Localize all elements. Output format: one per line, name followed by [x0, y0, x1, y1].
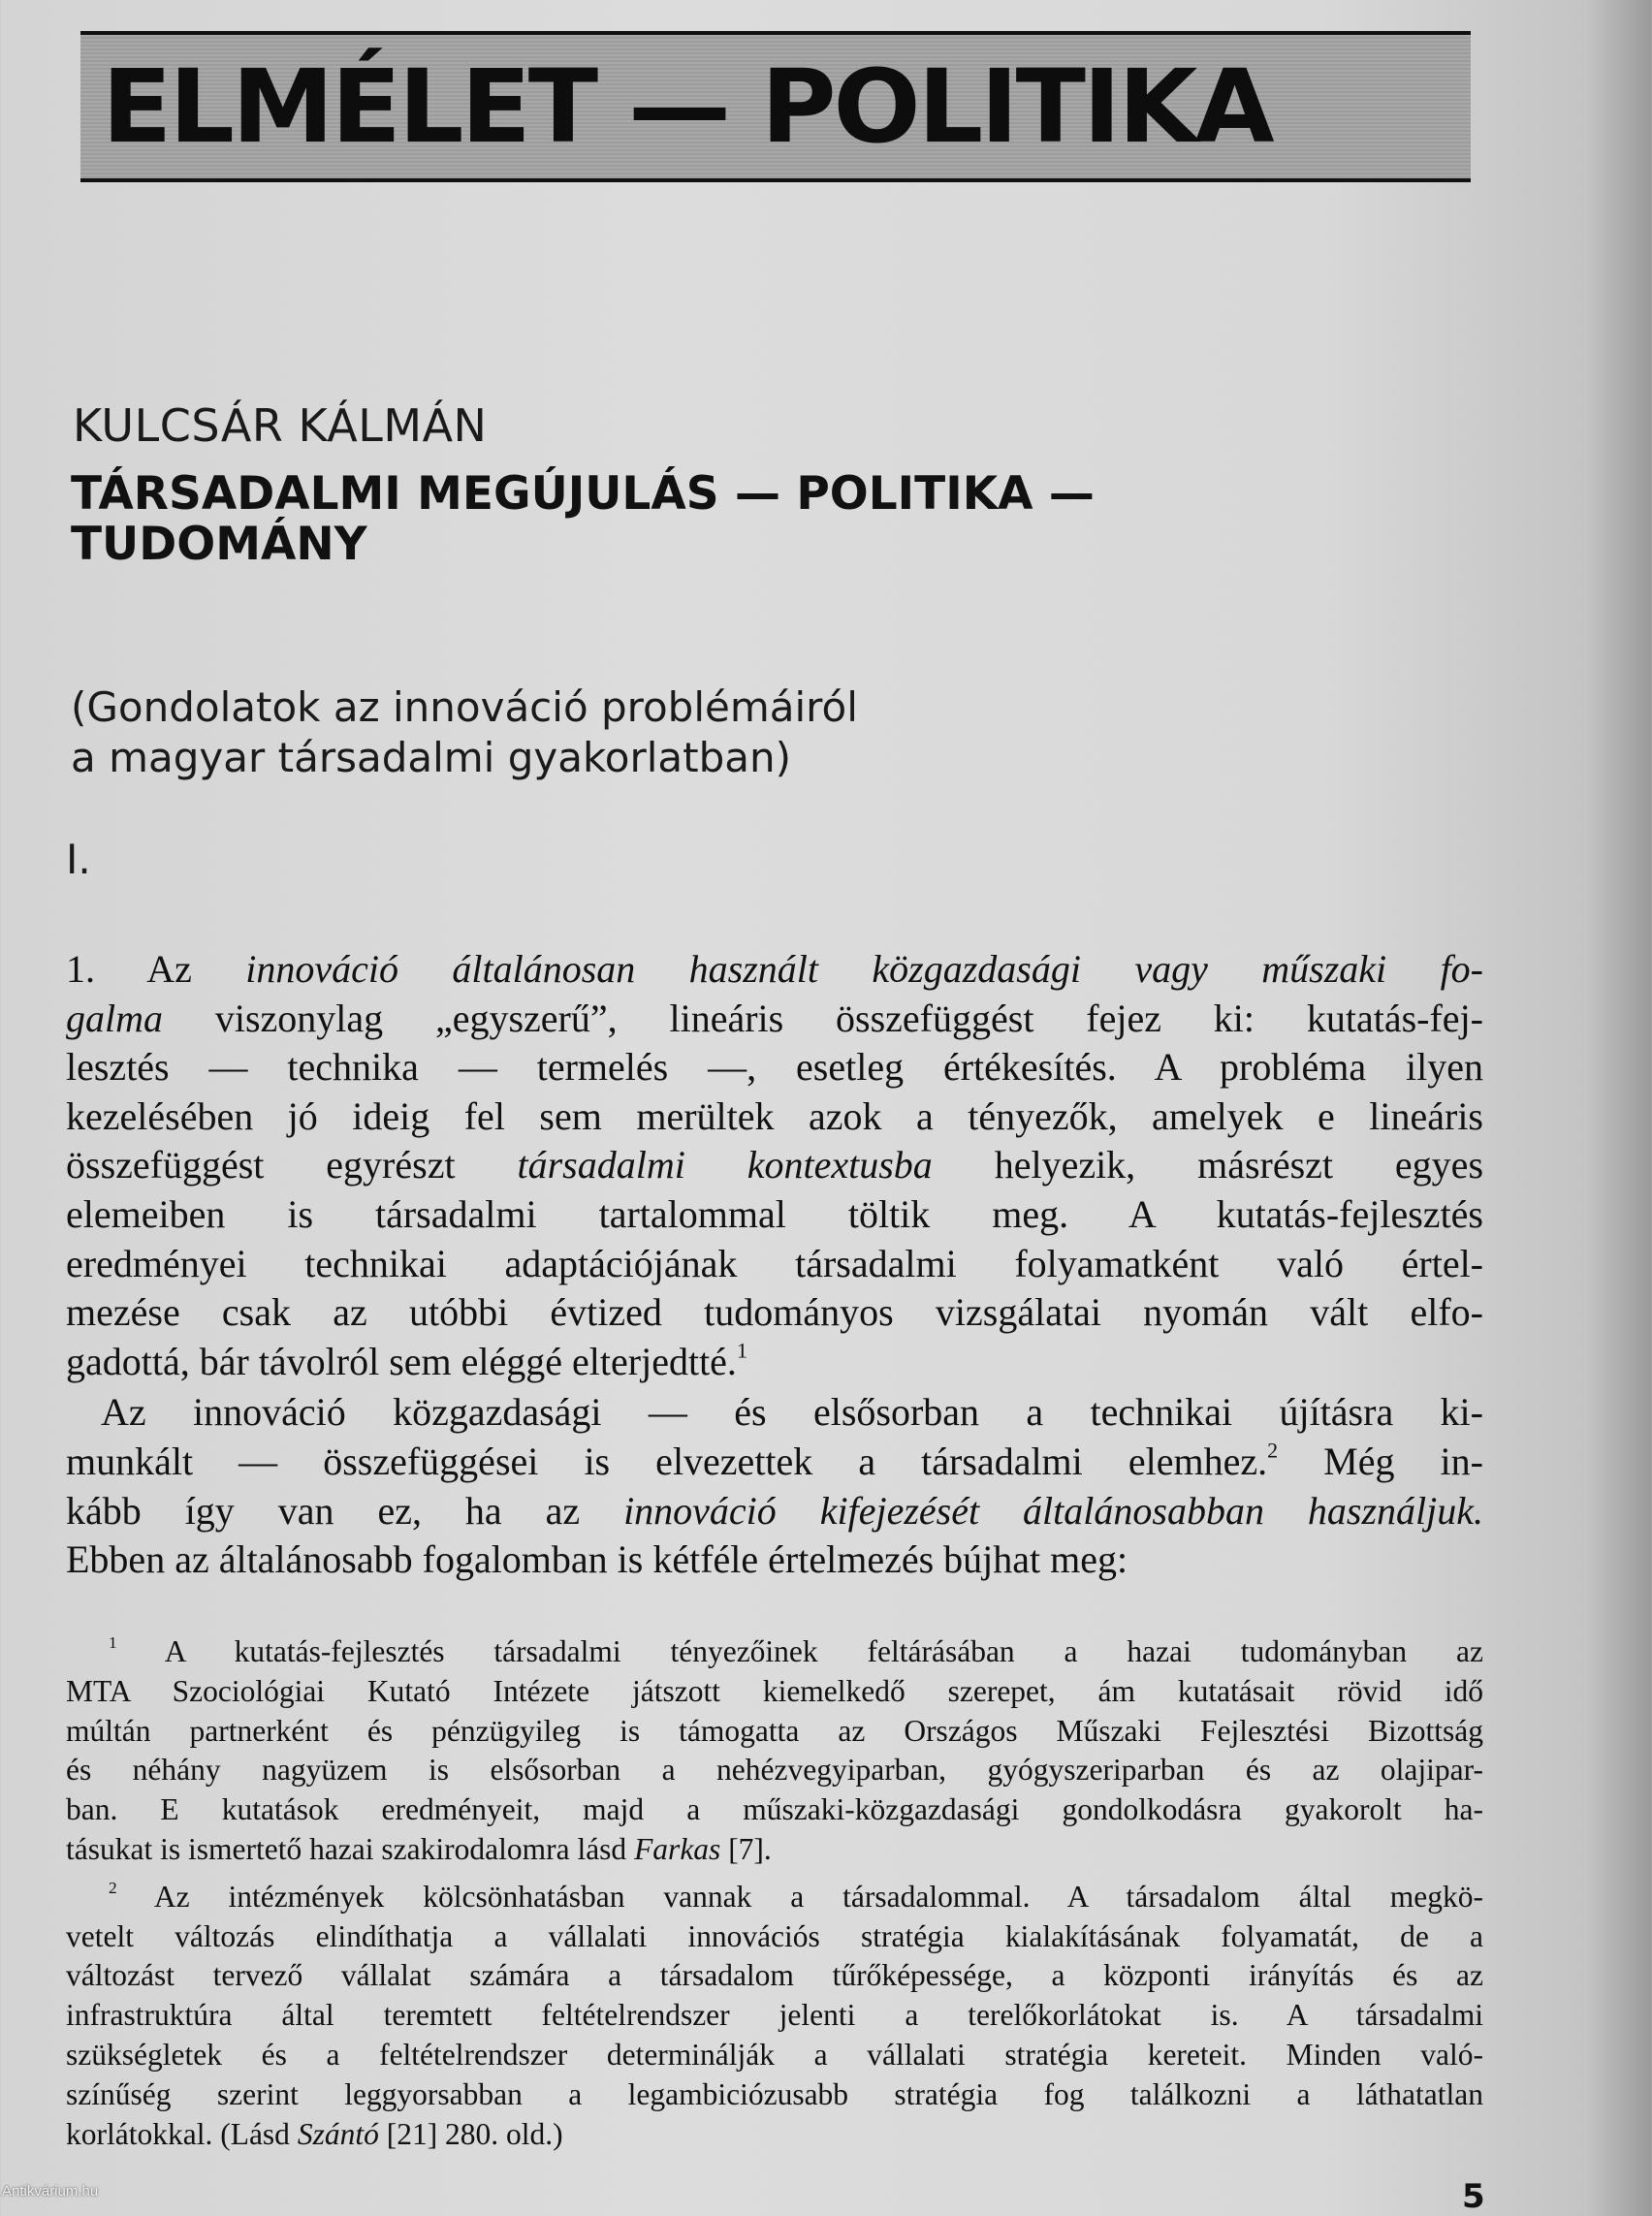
text-run: 1. Az	[66, 947, 246, 991]
text-run: és néhány nagyüzem is elsősorban a nehézvegyiparban, gyógyszeriparban és az olajipar-	[66, 1753, 1483, 1788]
text-line	[66, 1712, 1483, 1752]
text-run: színűség szerint leggyorsabban a legambiciózusabb stratégia fog találkozni a láthatatlan	[66, 2076, 1483, 2111]
text-run: viszonylag „egyszerű”, lineáris összefüggést fejez ki: kutatás-fej-	[163, 996, 1483, 1040]
text-line	[66, 1092, 1483, 1142]
text-line	[66, 1388, 1483, 1438]
text-line	[66, 2036, 1483, 2075]
emphasis-text: társadalmi kontextusba	[517, 1143, 933, 1187]
text-line	[66, 1878, 1483, 1917]
section-banner	[80, 31, 1471, 182]
text-line	[66, 1830, 1483, 1870]
footnotes	[66, 1632, 1483, 2154]
page-number: 5	[1462, 2177, 1485, 2216]
text-run: vetelt változás elindíthatja a vállalati innovációs stratégia kialakításának folyamatát, de a	[66, 1918, 1483, 1953]
emphasis-text: innováció kifejezését általánosabban használjuk.	[623, 1488, 1484, 1533]
text-run: ban. E kutatások eredményeit, majd a műszaki-közgazdasági gondolkodásra gyakorolt ha-	[66, 1792, 1483, 1827]
text-run: MTA Szociológiai Kutató Intézete játszott kiemelkedő szerepet, ám kutatásait rövid idő	[66, 1673, 1483, 1708]
emphasis-text: Farkas	[634, 1831, 721, 1866]
article-author: KULCSÁR KÁLMÁN	[73, 399, 488, 452]
text-run: kább így van ez, ha az	[66, 1488, 624, 1533]
text-run: múltán partnerként és pénzügyileg is támogatta az Országos Műszaki Fejlesztési Bizottság	[66, 1713, 1483, 1748]
text-run: Ebben az általánosabb fogalomban is kétféle értelmezés bújhat meg:	[66, 1537, 1128, 1582]
text-run: kezelésében jó ideig fel sem merültek azok a tényezők, amelyek e lineáris	[66, 1093, 1483, 1138]
text-line	[66, 1956, 1483, 1996]
text-line	[66, 1917, 1483, 1957]
text-line	[66, 1288, 1483, 1338]
emphasis-text: innováció általánosan használt közgazdasági vagy műszaki fo-	[245, 947, 1483, 991]
footnote-marker: 1	[109, 1633, 117, 1653]
body-paragraph	[66, 945, 1483, 1386]
text-run: infrastruktúra által teremtett feltételrendszer jelenti a terelőkorlátokat is. A társadalmi	[66, 1998, 1483, 2033]
text-line	[66, 1141, 1483, 1190]
article-title-line: TUDOMÁNY	[71, 518, 367, 571]
text-run: elemeiben is társadalmi tartalommal töltik meg. A kutatás-fejlesztés	[66, 1191, 1483, 1236]
text-run: eredményei technikai adaptációjának társadalmi folyamatként való értel-	[66, 1241, 1483, 1285]
text-line	[66, 945, 1483, 995]
article-subtitle	[71, 682, 858, 783]
body-text	[66, 945, 1483, 1585]
text-run: összefüggést egyrészt	[66, 1143, 518, 1187]
footnote-marker: 2	[1267, 1438, 1279, 1463]
watermark: Antikvárium.hu	[2, 2183, 99, 2200]
text-run: tásukat is ismertető hazai szakirodalomra lásd	[66, 1831, 635, 1866]
emphasis-text: galma	[66, 996, 163, 1040]
text-line	[66, 1632, 1483, 1672]
text-line	[66, 1535, 1483, 1585]
text-line	[66, 1996, 1483, 2036]
text-run: Az intézmények kölcsönhatásban vannak a társadalommal. A társadalom által megkö-	[116, 1879, 1483, 1914]
emphasis-text: Szántó	[297, 2116, 379, 2151]
section-title: ELMÉLET — POLITIKA	[102, 47, 1272, 166]
text-run: [7].	[720, 1831, 772, 1866]
text-run: változást tervező vállalat számára a társadalom tűrőképessége, a központi irányítás és az	[66, 1958, 1483, 1993]
body-paragraph	[66, 1388, 1483, 1584]
text-line	[66, 2075, 1483, 2115]
text-line	[66, 1438, 1483, 1487]
text-line	[66, 1190, 1483, 1240]
footnote-marker: 1	[736, 1338, 747, 1363]
text-line	[66, 995, 1483, 1044]
text-run: korlátokkal. (Lásd	[66, 2116, 298, 2151]
section-number: I.	[66, 836, 91, 883]
article-subtitle-line: (Gondolatok az innováció problémáiról	[71, 683, 858, 731]
footnote	[66, 1878, 1483, 2155]
text-line	[66, 1240, 1483, 1289]
text-run: munkált — összefüggései is elvezettek a társadalmi elemhez.	[66, 1439, 1268, 1483]
text-line	[66, 1338, 1483, 1387]
text-line	[66, 1043, 1483, 1092]
article-title-line: TÁRSADALMI MEGÚJULÁS — POLITIKA —	[71, 467, 1095, 521]
footnote-marker: 2	[109, 1878, 117, 1897]
article-subtitle-line: a magyar társadalmi gyakorlatban)	[71, 734, 792, 781]
text-line	[66, 1790, 1483, 1830]
text-line	[66, 1672, 1483, 1712]
text-run: szükségletek és a feltételrendszer determinálják a vállalati stratégia kereteit. Minden való-	[66, 2037, 1483, 2072]
text-run: gadottá, bár távolról sem eléggé elterjedtté.	[66, 1339, 737, 1383]
text-line	[66, 1487, 1483, 1536]
text-run: A kutatás-fejlesztés társadalmi tényezőinek feltárásában a hazai tudományban az	[116, 1634, 1483, 1668]
text-run: [21] 280. old.)	[378, 2116, 563, 2151]
text-run: lesztés — technika — termelés —, esetleg értékesítés. A probléma ilyen	[66, 1045, 1483, 1090]
text-run: Az innováció közgazdasági — és elsősorban a technikai újításra ki-	[101, 1390, 1483, 1435]
text-run: Még in-	[1278, 1439, 1483, 1483]
text-line	[66, 1751, 1483, 1790]
text-line	[66, 2115, 1483, 2155]
text-run: mezése csak az utóbbi évtized tudományos vizsgálatai nyomán vált elfo-	[66, 1290, 1483, 1335]
footnote	[66, 1632, 1483, 1870]
text-run: helyezik, másrészt egyes	[932, 1143, 1484, 1187]
article-title	[71, 469, 1095, 570]
